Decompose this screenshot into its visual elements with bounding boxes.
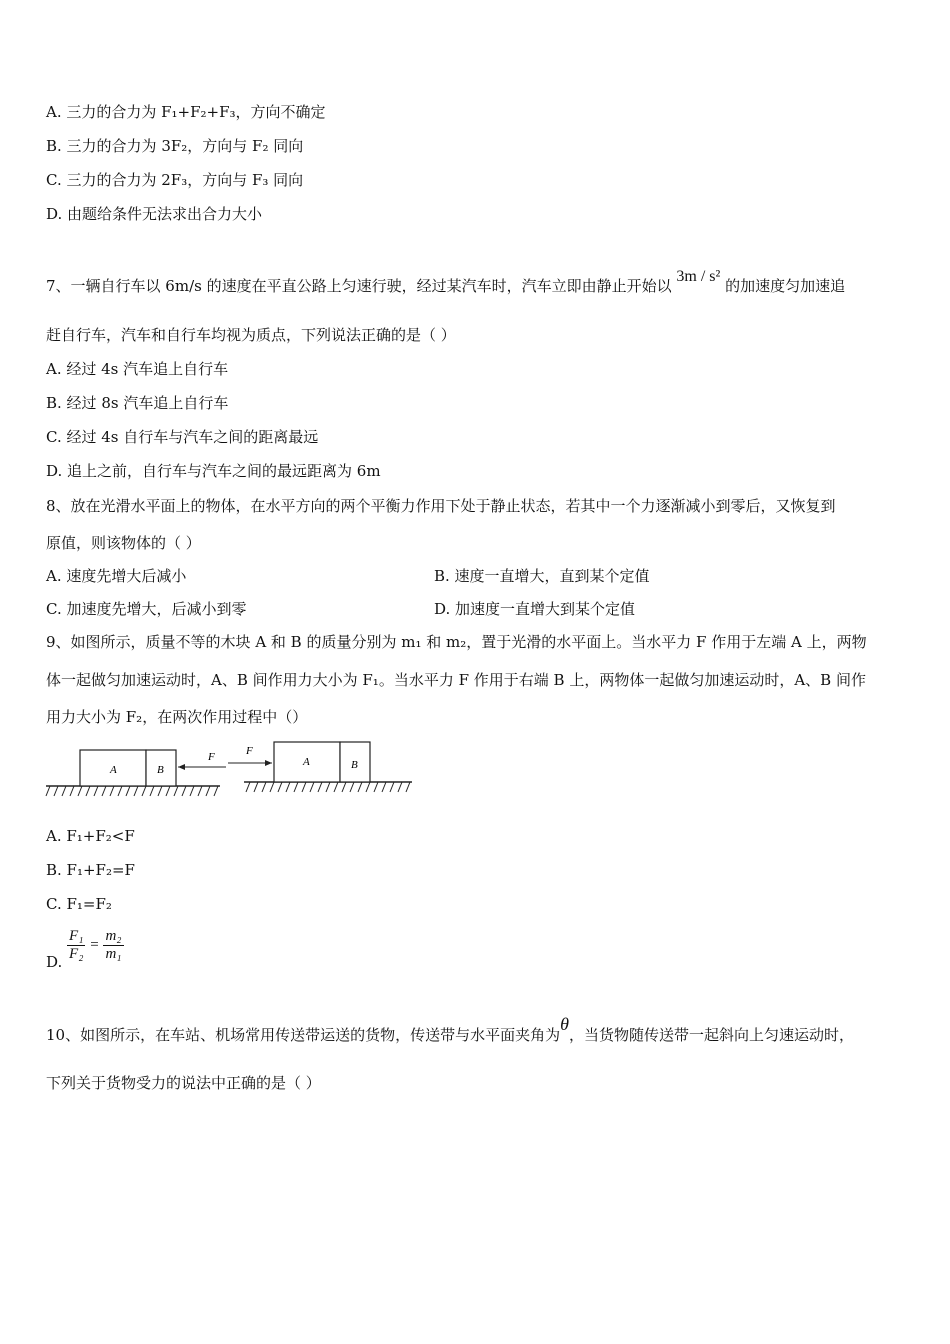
q9-option-b: B. F₁+F₂=F (46, 861, 135, 879)
q8-option-d: D. 加速度一直增大到某个定值 (434, 600, 636, 618)
q9-option-a: A. F₁+F₂<F (46, 827, 135, 845)
q7-option-d: D. 追上之前，自行车与汽车之间的最远距离为 6m (46, 462, 381, 480)
q7-stem-part2: 的加速度匀加速追 (725, 277, 846, 295)
q8-option-b: B. 速度一直增大，直到某个定值 (434, 567, 650, 585)
right-force-arrowhead (265, 760, 272, 766)
q10-stem-part2: ，当货物随传送带一起斜向上匀速运动时， (568, 1026, 854, 1044)
q10-stem-line2: 下列关于货物受力的说法中正确的是（ ） (46, 1074, 321, 1092)
q8-stem-line2: 原值，则该物体的（ ） (46, 534, 201, 552)
q8-stem-line1: 8、放在光滑水平面上的物体，在水平方向的两个平衡力作用下处于静止状态，若其中一个力逐渐减小到零后，又恢复到 (46, 497, 836, 515)
q9-option-d-right-fraction (103, 928, 123, 963)
q10-theta: θ (560, 1014, 569, 1034)
q8-option-a: A. 速度先增大后减小 (46, 567, 187, 585)
q9-option-c: C. F₁=F₂ (46, 895, 112, 913)
right-numerator: m₂ (105, 928, 122, 944)
q7-stem-part1: 7、一辆自行车以 6m/s 的速度在平直公路上匀速行驶，经过某汽车时，汽车立即由静止开始以 (46, 277, 672, 295)
q7-stem-line1 (46, 268, 846, 297)
left-denominator: F₂ (69, 946, 84, 962)
q7-stem-line2: 赶自行车，汽车和自行车均视为质点，下列说法正确的是（ ） (46, 326, 456, 344)
q9-stem-line1: 9、如图所示，质量不等的木块 A 和 B 的质量分别为 m₁ 和 m₂，置于光滑的水平面上。当水平力 F 作用于左端 A 上，两物 (46, 633, 867, 651)
q7-option-c: C. 经过 4s 自行车与汽车之间的距离最远 (46, 428, 319, 446)
q9-option-d-label: D. (46, 952, 63, 971)
q10-stem-part1: 10、如图所示，在车站、机场常用传送带运送的货物，传送带与水平面夹角为 (46, 1026, 561, 1044)
q9-option-d-equals: = (90, 937, 99, 953)
q8-option-c: C. 加速度先增大，后减小到零 (46, 600, 247, 618)
q7-option-b: B. 经过 8s 汽车追上自行车 (46, 394, 229, 412)
q9-option-d (46, 928, 124, 971)
q6-option-d: D. 由题给条件无法求出合力大小 (46, 205, 263, 223)
left-block-b-label: B (157, 764, 164, 776)
q9-option-d-left-fraction (67, 928, 85, 963)
q10-stem-line1 (46, 1014, 854, 1045)
right-ground-hatch (246, 782, 410, 792)
right-block-b-label: B (351, 759, 358, 771)
q9-figure (44, 738, 414, 802)
q7-option-a: A. 经过 4s 汽车追上自行车 (46, 360, 229, 378)
left-numerator: F₁ (69, 928, 84, 944)
left-ground-hatch (46, 786, 218, 796)
q9-stem-line3: 用力大小为 F₂，在两次作用过程中（） (46, 708, 308, 726)
right-denominator: m₁ (105, 946, 122, 962)
right-force-label: F (246, 745, 253, 757)
q6-option-a: A. 三力的合力为 F₁+F₂+F₃，方向不确定 (46, 103, 326, 121)
left-force-arrowhead (178, 764, 185, 770)
q6-option-c: C. 三力的合力为 2F₃，方向与 F₃ 同向 (46, 171, 304, 189)
q9-stem-line2: 体一起做匀加速运动时，A、B 间作用力大小为 F₁。当水平力 F 作用于右端 B 上，两物体一起做匀加速运动时，A、B 间作 (46, 671, 866, 689)
q7-acceleration: 3m / s² (676, 268, 721, 285)
left-force-label: F (208, 751, 215, 763)
left-block-a-label: A (110, 764, 117, 776)
q6-option-b: B. 三力的合力为 3F₂，方向与 F₂ 同向 (46, 137, 304, 155)
right-block-a-label: A (303, 756, 310, 768)
